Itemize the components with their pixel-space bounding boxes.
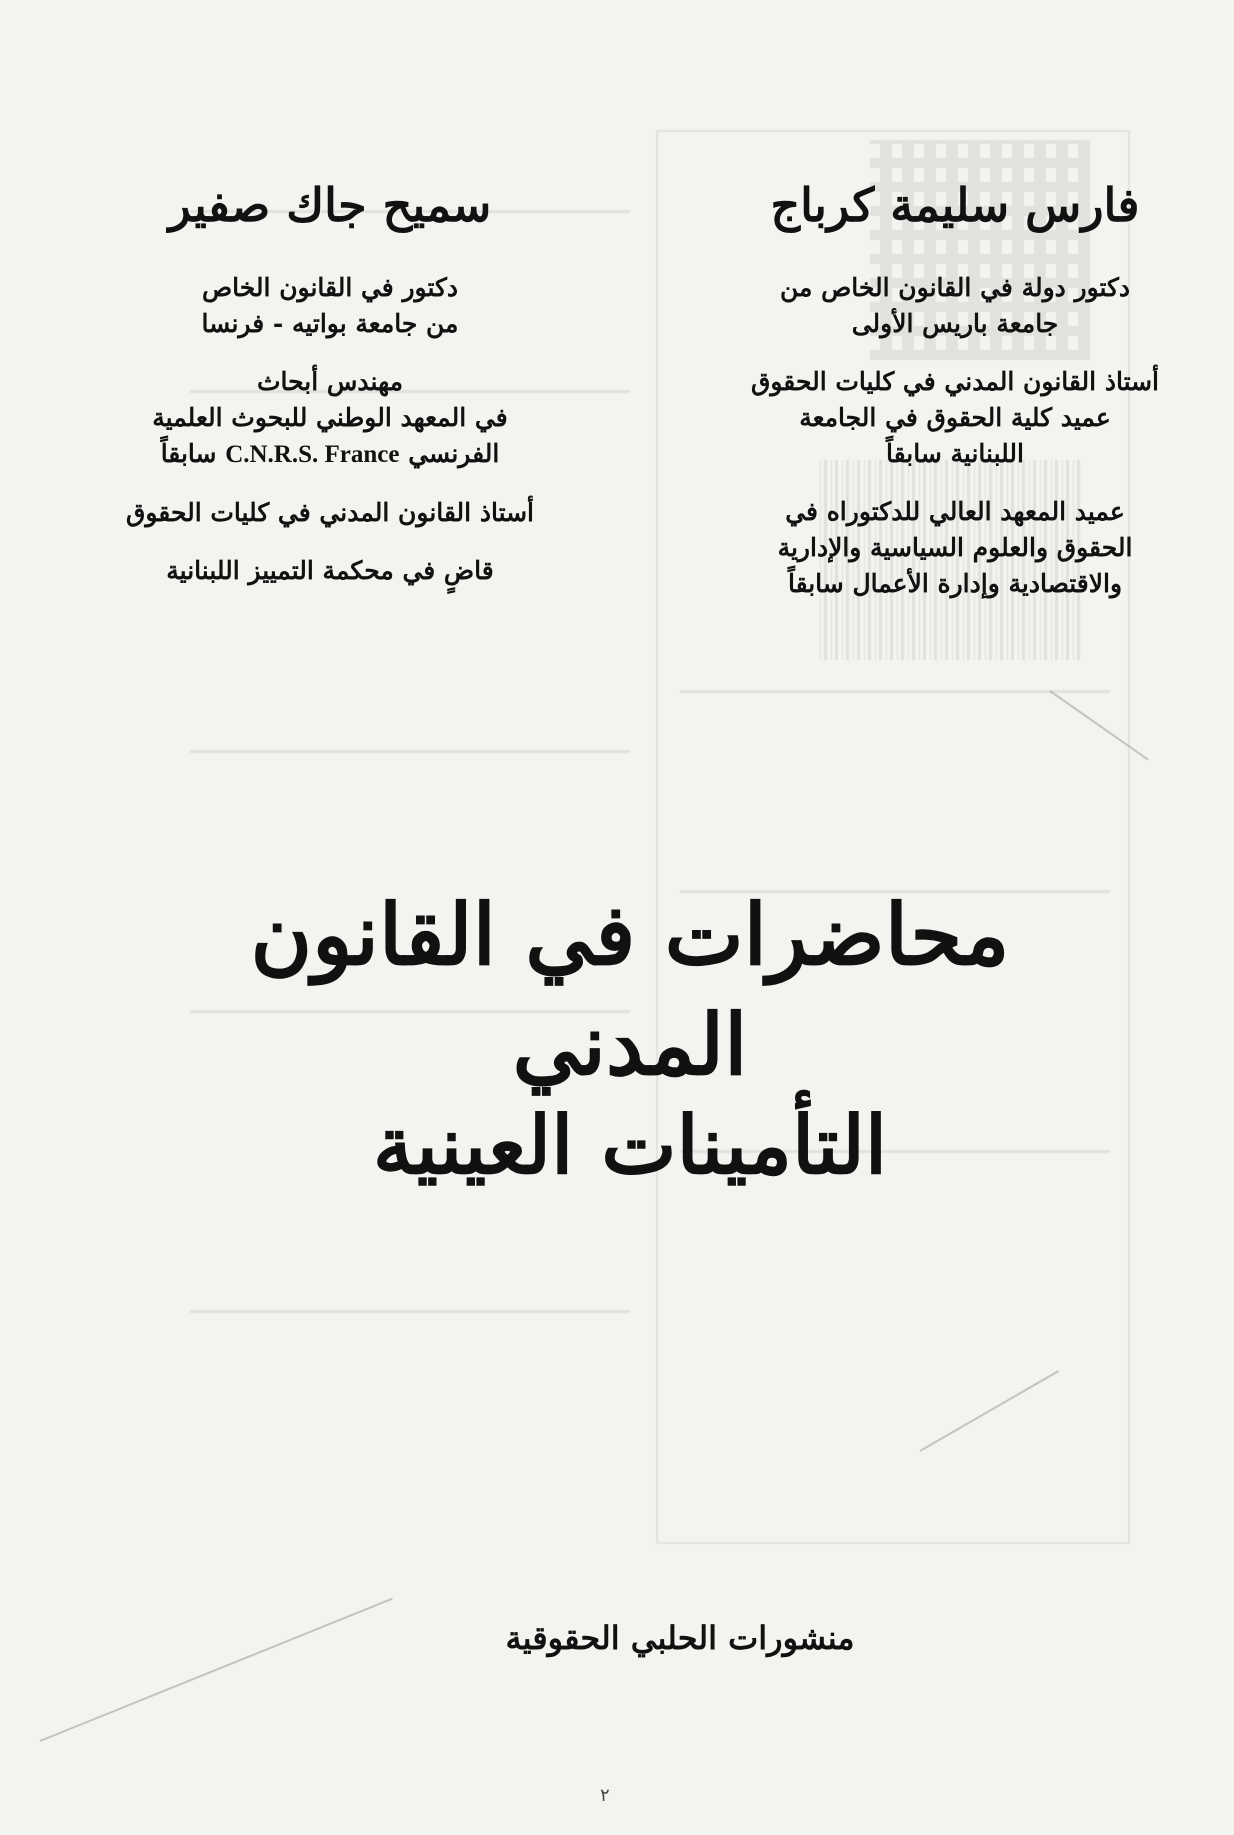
credential-group	[740, 364, 1170, 472]
book-subtitle: التأمينات العينية	[372, 1098, 888, 1192]
cnrs-latin: C.N.R.S. France	[225, 441, 400, 468]
author-name: فارس سليمة كرباج	[770, 178, 1140, 232]
credential-line: دكتور دولة في القانون الخاص من	[779, 273, 1131, 302]
credential-line: الحقوق والعلوم السياسية والإدارية	[777, 533, 1133, 562]
credential-group	[740, 494, 1170, 602]
credential-line: جامعة باريس الأولى	[851, 309, 1059, 338]
cnrs-suffix: سابقاً	[160, 439, 217, 468]
credential-group	[100, 553, 560, 589]
credential-line: أستاذ القانون المدني في كليات الحقوق	[750, 367, 1160, 396]
credential-group	[100, 270, 560, 342]
cnrs-line	[100, 436, 560, 473]
book-title: محاضرات في القانون المدني	[250, 885, 1010, 1094]
author-block-left	[100, 170, 560, 611]
author-name: سميح جاك صفير	[168, 178, 492, 232]
credential-line: قاضٍ في محكمة التمييز اللبنانية	[166, 556, 494, 585]
credential-group	[740, 270, 1170, 342]
credential-line: دكتور في القانون الخاص	[201, 273, 459, 302]
cnrs-prefix: الفرنسي	[408, 439, 500, 468]
author-block-right	[740, 170, 1170, 624]
credential-line: من جامعة بواتيه - فرنسا	[201, 309, 459, 338]
credential-line: مهندس أبحاث	[257, 367, 403, 396]
publisher-name: منشورات الحلبي الحقوقية	[505, 1619, 855, 1657]
credential-line: أستاذ القانون المدني في كليات الحقوق	[125, 498, 535, 527]
credential-line: والاقتصادية وإدارة الأعمال سابقاً	[787, 569, 1123, 598]
credential-line: اللبنانية سابقاً	[886, 439, 1024, 468]
credential-line: عميد كلية الحقوق في الجامعة	[799, 403, 1111, 432]
credential-line: عميد المعهد العالي للدكتوراه في	[785, 497, 1125, 526]
credential-line: في المعهد الوطني للبحوث العلمية	[152, 403, 508, 432]
credential-group	[100, 364, 560, 473]
page-number: ٢	[600, 1785, 610, 1806]
credential-group	[100, 495, 560, 531]
